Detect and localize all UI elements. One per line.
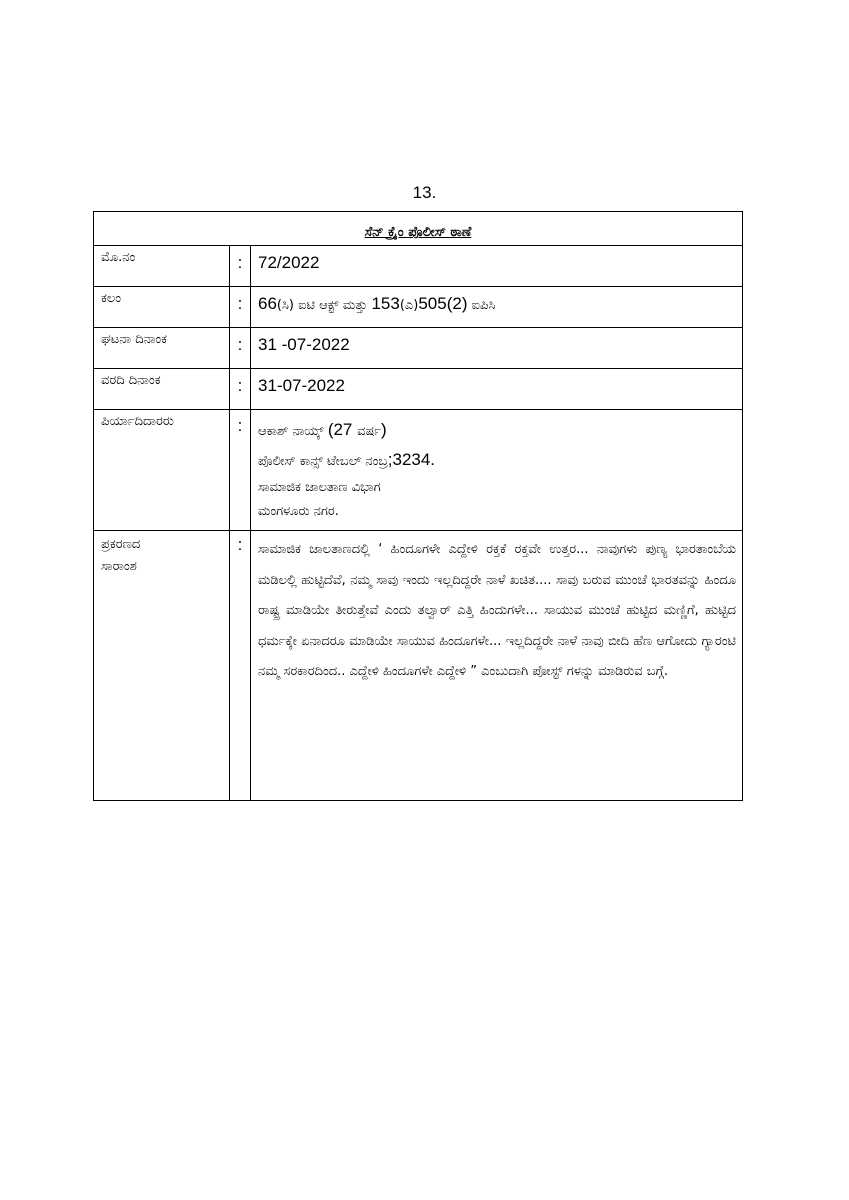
row-incident-date <box>94 328 743 369</box>
section-text-3: ಐಪಿಸಿ <box>467 298 496 313</box>
section-num-3: 505(2) <box>418 294 468 313</box>
section-text-1: (ಸಿ) ಐಟಿ ಆಕ್ಟ್ ಮತ್ತು <box>276 298 372 313</box>
summary-value <box>251 531 743 801</box>
row-case-number <box>94 246 743 287</box>
row-summary <box>94 531 743 801</box>
row-complainant <box>94 410 743 531</box>
row-report-date <box>94 369 743 410</box>
case-record-table <box>93 211 743 801</box>
row-section <box>94 287 743 328</box>
colon: : <box>230 246 251 287</box>
complainant-age-close: ) <box>381 420 387 439</box>
title-cell <box>94 212 743 246</box>
complainant-designation <box>258 446 742 476</box>
complainant-age-unit: ವರ್ಷ <box>357 424 382 439</box>
summary-label <box>94 531 230 801</box>
complainant-department: ಸಾಮಾಜಿಕ ಜಾಲತಾಣ ವಿಭಾಗ <box>258 480 381 495</box>
colon: : <box>230 410 251 531</box>
complainant-value <box>251 410 743 531</box>
section-value <box>251 287 743 328</box>
complainant-name-text: ಆಕಾಶ್ ನಾಯ್ಕ್ <box>258 424 328 439</box>
title-row <box>94 212 743 246</box>
designation-number: ;3234. <box>387 450 436 469</box>
section-num-1: 66 <box>258 294 277 313</box>
report-date-label: ವರದಿ ದಿನಾಂಕ <box>94 369 230 410</box>
complainant-name <box>258 416 742 446</box>
colon: : <box>230 287 251 328</box>
colon: : <box>230 531 251 801</box>
case-number-value: 72/2022 <box>251 246 743 287</box>
section-num-2: 153 <box>371 294 400 313</box>
colon: : <box>230 328 251 369</box>
colon: : <box>230 369 251 410</box>
station-title: ಸೆನ್ ಕ್ರೈಂ ಪೊಲೀಸ್ ಠಾಣೆ <box>364 225 472 240</box>
incident-date-value: 31 -07-2022 <box>251 328 743 369</box>
complainant-age: (27 <box>327 420 358 439</box>
summary-label-line-2: ಸಾರಾಂಶ <box>101 559 137 574</box>
summary-label-line-1: ಪ್ರಕರಣದ <box>101 537 141 552</box>
complainant-city: ಮಂಗಳೂರು ನಗರ. <box>258 504 339 519</box>
case-number-label: ಮೊ.ನಂ <box>94 246 230 287</box>
section-label: ಕಲಂ <box>94 287 230 328</box>
summary-text: ಸಾಮಾಜಿಕ ಜಾಲತಾಣದಲ್ಲಿ ‘ ಹಿಂದೂಗಳೇ ಎದ್ದೇಳಿ ರಕ್ತಕೆ ರಕ್ತವೇ ಉತ್ತರ... ನಾವುಗಳು ಪುಣ್ಯ ಭಾರತಾಂಬೆಯ ಮಡಿಲಲ್ಲಿ ಹುಟ್ಟಿದೆವೆ, ನಮ್ಮ ಸಾವು ಇಂದು ಇಲ್ಲದಿದ್ದರೇ ನಾಳೆ ಖಚಿತ.... ಸಾವು ಬರುವ ಮುಂಚೆ ಭಾರತವನ್ನು ಹಿಂದೂ ರಾಷ್ಟ್ರ ಮಾಡಿಯೇ ತೀರುತ್ತೇವೆ ಎಂದು ತಲ್ವಾರ್ ಎತ್ತಿ ಹಿಂದುಗಳೇ... ಸಾಯುವ ಮುಂಚೆ ಹುಟ್ಟಿದ ಮಣ್ಣಿಗೆ, ಹುಟ್ಟಿದ ಧರ್ಮಕ್ಕೇ ಏನಾದರೂ ಮಾಡಿಯೇ ಸಾಯುವ ಹಿಂದೂಗಳೇ... ಇಲ್ಲದಿದ್ದರೇ ನಾಳೆ ನಾವು ಬೀದಿ ಹೆಣ ಆಗೋದು ಗ್ಯಾರಂಟಿ ನಮ್ಮ ಸರಕಾರದಿಂದ.. ಎದ್ದೇಳಿ ಹಿಂದೂಗಳೇ ಎದ್ದೇಳಿ ” ಎಂಬುದಾಗಿ ಪೋಸ್ಟ್ ಗಳನ್ನು ಮಾಡಿರುವ ಬಗ್ಗೆ. <box>258 542 736 680</box>
report-date-value: 31-07-2022 <box>251 369 743 410</box>
incident-date-label: ಘಟನಾ ದಿನಾಂಕ <box>94 328 230 369</box>
complainant-label: ಪಿರ್ಯಾದಿದಾರರು <box>94 410 230 531</box>
designation-text: ಪೊಲೀಸ್ ಕಾನ್ಸ್ ಟೇಬಲ್ ನಂಬ್ರ <box>258 454 388 469</box>
page-number: 13. <box>412 183 437 202</box>
section-text-2: (ಎ) <box>399 298 419 313</box>
